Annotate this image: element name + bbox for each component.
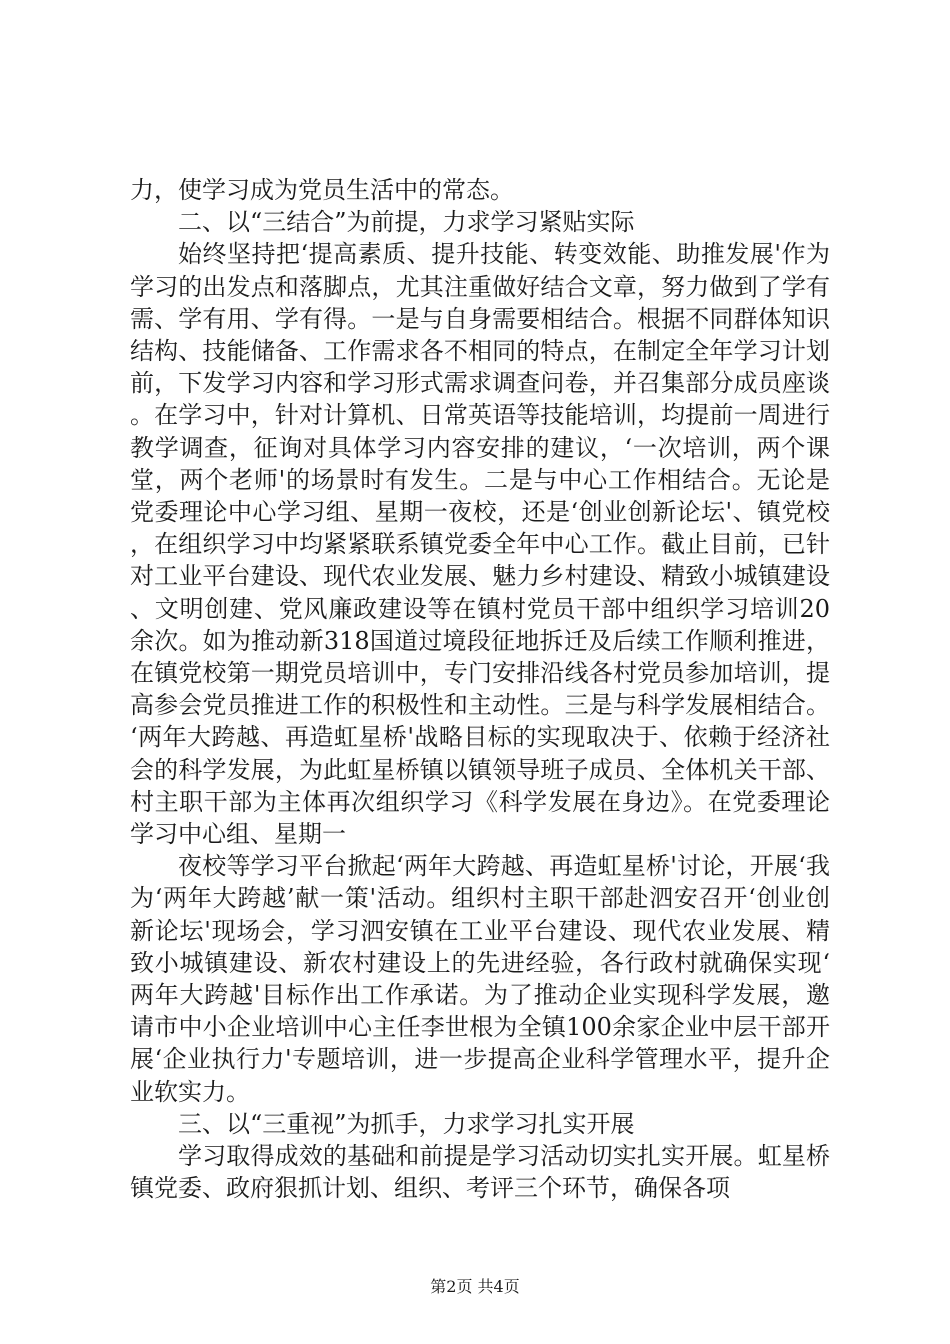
paragraph-1: 力，使学习成为党员生活中的常态。 <box>130 176 514 204</box>
heading-section-3: 三、以“三重视”为抓手，力求学习扎实开展 <box>178 1109 635 1138</box>
paragraph-6: 学习取得成效的基础和前提是学习活动切实扎实开展。虹星桥镇党委、政府狠抓计划、组织、考评三个环节，确保各项 <box>130 1142 830 1203</box>
heading-section-2: 二、以“三结合”为前提，力求学习紧贴实际 <box>178 208 635 237</box>
page-number-footer: 第2页 共4页 <box>430 1277 520 1296</box>
paragraph-3: 始终坚持把‘提高素质、提升技能、转变效能、助推发展'作为学习的出发点和落脚点，尤其注重做好结合文章，努力做到了学有需、学有用、学有得。一是与自身需要相结合。根据不同群体知识结构、技能储备、工作需求各不相同的特点，在制定全年学习计划前，下发学习内容和学习形式需求调查问卷，并召集部分成员座谈。在学习中，针对计算机、日常英语等技能培训，均提前一周进行教学调查，征询对具体学习内容安排的建议，‘一次培训，两个课堂，两个老师'的场景时有发生。二是与中心工作相结合。无论是党委理论中心学习组、星期一夜校，还是‘创业创新论坛'、镇党校，在组织学习中均紧紧联系镇党委全年中心工作。截止目前，已针对工业平台建设、现代农业发展、魅力乡村建设、精致小城镇建设、文明创建、党风廉政建设等在镇村党员干部中组织学习培训20余次。如为推动新318国道过境段征地拆迁及后续工作顺利推进，在镇党校第一期党员培训中，专门安排沿线各村党员参加培训，提高参会党员推进工作的积极性和主动性。三是与科学发展相结合。‘两年大跨越、再造虹星桥'战略目标的实现取决于、依赖于经济社会的科学发展，为此虹星桥镇以镇领导班子成员、全体机关干部、村主职干部为主体再次组织学习《科学发展在身边》。在党委理论学习中心组、星期一 <box>130 240 830 849</box>
document-body <box>130 174 830 1205</box>
paragraph-4: 夜校等学习平台掀起‘两年大跨越、再造虹星桥'讨论，开展‘我为‘两年大跨越’献一策'活动。组织村主职干部赴泗安召开‘创业创新论坛'现场会，学习泗安镇在工业平台建设、现代农业发展、精致小城镇建设、新农村建设上的先进经验，各行政村就确保实现‘两年大跨越'目标作出工作承诺。为了推动企业实现科学发展，邀请市中小企业培训中心主任李世根为全镇100余家企业中层干部开展‘企业执行力'专题培训，进一步提高企业科学管理水平，提升企业软实力。 <box>130 852 830 1106</box>
